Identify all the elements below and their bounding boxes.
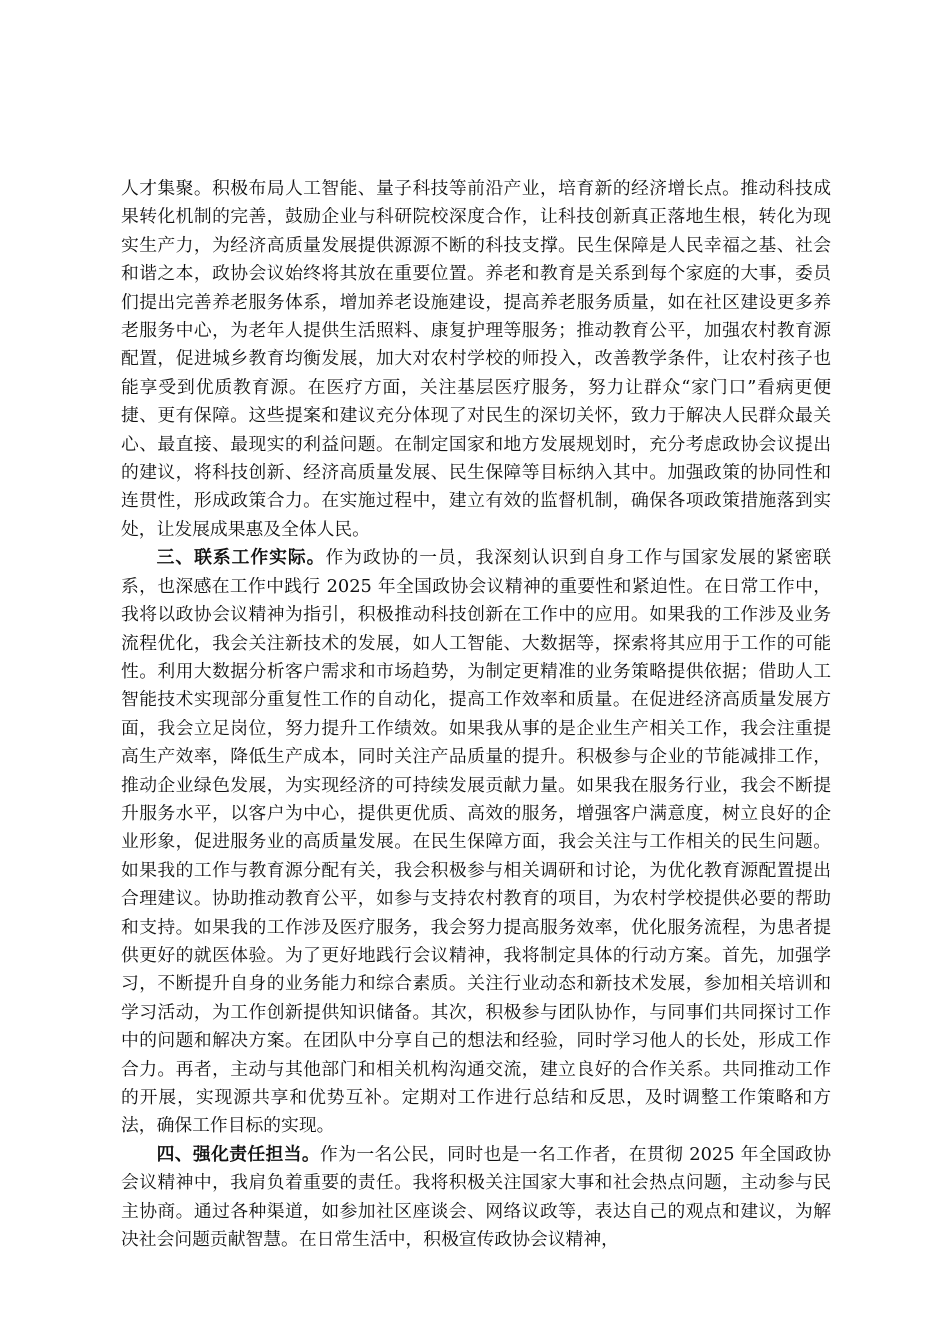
section-heading: 三、联系工作实际。 [156,547,326,569]
paragraph-section-4 [121,1141,831,1255]
paragraph-text: 作为一名公民，同时也是一名工作者，在贯彻 2025 年全国政协会议精神中，我肩负着重要的责任。我将积极关注国家大事和社会热点问题，主动参与民主协商。通过各种渠道，如参加社区座谈会、网络议政等，表达自己的观点和建议，为解决社会问题贡献智慧。在日常生活中，积极宣传政协会议精神， [121,1143,831,1251]
paragraph-text: 作为政协的一员，我深刻认识到自身工作与国家发展的紧密联系，也深感在工作中践行 2025 年全国政协会议精神的重要性和紧迫性。在日常工作中，我将以政协会议精神为指引，积极推动科技创新在工作中的应用。如果我的工作涉及业务流程优化，我会关注新技术的发展，如人工智能、大数据等，探索将其应用于工作的可能性。利用大数据分析客户需求和市场趋势，为制定更精准的业务策略提供依据；借助人工智能技术实现部分重复性工作的自动化，提高工作效率和质量。在促进经济高质量发展方面，我会立足岗位，努力提升工作绩效。如果我从事的是企业生产相关工作，我会注重提高生产效率，降低生产成本，同时关注产品质量的提升。积极参与企业的节能减排工作，推动企业绿色发展，为实现经济的可持续发展贡献力量。如果我在服务行业，我会不断提升服务水平，以客户为中心，提供更优质、高效的服务，增强客户满意度，树立良好的企业形象，促进服务业的高质量发展。在民生保障方面，我会关注与工作相关的民生问题。如果我的工作与教育源分配有关，我会积极参与相关调研和讨论，为优化教育源配置提出合理建议。协助推动教育公平，如参与支持农村教育的项目，为农村学校提供必要的帮助和支持。如果我的工作涉及医疗服务，我会努力提高服务效率，优化服务流程，为患者提供更好的就医体验。为了更好地践行会议精神，我将制定具体的行动方案。首先，加强学习，不断提升自身的业务能力和综合素质。关注行业动态和新技术发展，参加相关培训和学习活动，为工作创新提供知识储备。其次，积极参与团队协作，与同事们共同探讨工作中的问题和解决方案。在团队中分享自己的想法和经验，同时学习他人的长处，形成工作合力。再者，主动与其他部门和相关机构沟通交流，建立良好的合作关系。共同推动工作的开展，实现源共享和优势互补。定期对工作进行总结和反思，及时调整工作策略和方法，确保工作目标的实现。 [121,547,831,1137]
paragraph-text: 人才集聚。积极布局人工智能、量子科技等前沿产业，培育新的经济增长点。推动科技成果转化机制的完善，鼓励企业与科研院校深度合作，让科技创新真正落地生根，转化为现实生产力，为经济高质量发展提供源源不断的科技支撑。民生保障是人民幸福之基、社会和谐之本，政协会议始终将其放在重要位置。养老和教育是关系到每个家庭的大事，委员们提出完善养老服务体系，增加养老设施建设，提高养老服务质量，如在社区建设更多养老服务中心，为老年人提供生活照料、康复护理等服务；推动教育公平，加强农村教育源配置，促进城乡教育均衡发展，加大对农村学校的师投入，改善教学条件，让农村孩子也能享受到优质教育源。在医疗方面，关注基层医疗服务，努力让群众“家门口”看病更便捷、更有保障。这些提案和建议充分体现了对民生的深切关怀，致力于解决人民群众最关心、最直接、最现实的利益问题。在制定国家和地方发展规划时，充分考虑政协会议提出的建议，将科技创新、经济高质量发展、民生保障等目标纳入其中。加强政策的协同性和连贯性，形成政策合力。在实施过程中，建立有效的监督机制，确保各项政策措施落到实处，让发展成果惠及全体人民。 [121,178,831,540]
paragraph-section-3 [121,544,831,1141]
document-body [121,175,831,1254]
paragraph-continuation [121,175,831,544]
section-heading: 四、强化责任担当。 [156,1143,321,1165]
